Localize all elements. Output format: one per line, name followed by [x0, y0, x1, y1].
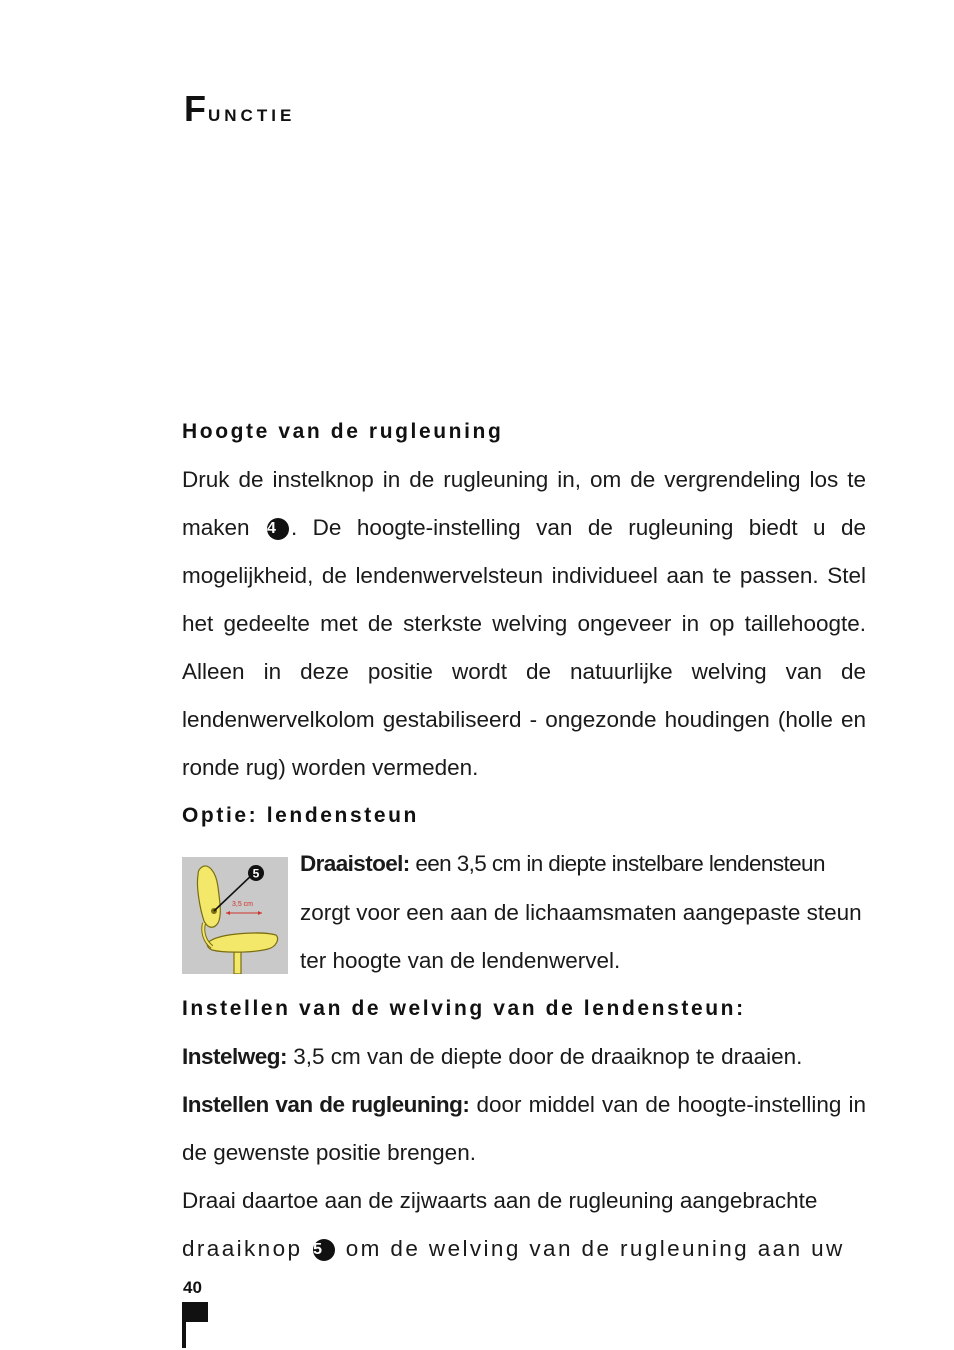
chair-seat — [207, 933, 277, 952]
chair-column — [234, 949, 241, 974]
curve-text-4b: om de welving van de rugleuning aan uw — [337, 1236, 845, 1261]
chair-backrest — [197, 866, 220, 927]
heading-option-lumbar: Optie: lendensteun — [182, 804, 419, 827]
label-backrest-adjust: Instellen van de rugleuning: — [182, 1092, 470, 1117]
paragraph-curve-adjust — [182, 1033, 866, 1273]
heading-backrest-height: Hoogte van de rugleuning — [182, 420, 504, 443]
label-instelweg: Instelweg: — [182, 1044, 288, 1069]
paragraph-text-1: Druk de instelknop in de rugleuning in, om de vergrendeling los te maken — [182, 467, 866, 540]
paragraph-text-2: . De hoogte-instelling van de rugleuning biedt u de mogelijkheid, de lendenwervelsteun individueel aan te passen. Stel het gedeelte met de sterkste welving ongeveer in op taillehoogte. Alleen in deze positie wordt de natuurlijke welving van de lendenwervelkolom gestabiliseerd - ongezonde houdingen (holle en ronde rug) worden vermeden. — [182, 515, 866, 780]
page-title-initial: F — [184, 88, 208, 129]
option-label: Draaistoel: — [300, 851, 410, 876]
measure-label: 3,5 cm — [232, 901, 254, 908]
paragraph-backrest-height — [182, 456, 866, 792]
heading-curve-adjust: Instellen van de welving van de lendensteun: — [182, 997, 746, 1020]
page-number: 40 — [183, 1278, 202, 1297]
chair-lumbar-figure — [182, 857, 288, 974]
option-text-1: een 3,5 cm in diepte instelbare lendensteun — [409, 851, 825, 876]
curve-text-4a: draaiknop — [182, 1236, 312, 1261]
curve-text-2: door middel van de hoogte-instelling in de gewenste positie brengen. — [182, 1092, 866, 1165]
page-title-rest: unctie — [208, 100, 296, 127]
curve-text-3: Draai daartoe aan de zijwaarts aan de rugleuning aangebrachte — [182, 1188, 818, 1213]
option-lumbar-description — [300, 840, 866, 986]
page-title — [184, 88, 295, 130]
number-5-icon: 5 — [313, 1239, 335, 1261]
number-4-icon: 4 — [267, 518, 289, 540]
option-text-2: zorgt voor een aan de lichaamsmaten aangepaste steun ter hoogte van de lendenwervel. — [300, 899, 862, 973]
page-corner-mark — [182, 1302, 208, 1348]
chair-illustration — [182, 857, 288, 974]
callout-number: 5 — [252, 866, 260, 881]
curve-text-1: 3,5 cm van de diepte door de draaiknop te draaien. — [287, 1044, 803, 1069]
